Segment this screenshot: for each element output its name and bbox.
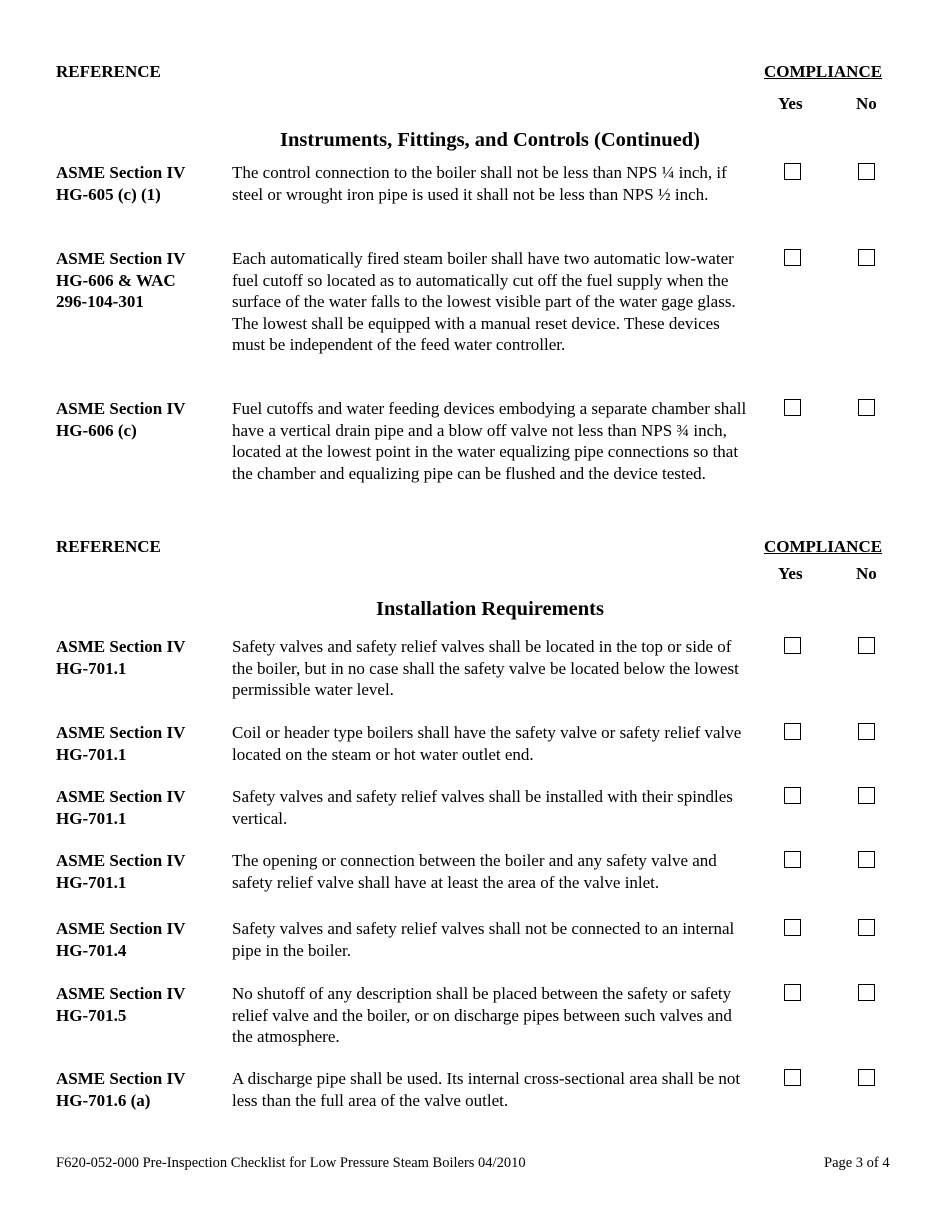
yes-checkbox[interactable] bbox=[784, 399, 801, 416]
yes-checkbox[interactable] bbox=[784, 1069, 801, 1086]
yes-checkbox[interactable] bbox=[784, 163, 801, 180]
row-reference bbox=[56, 636, 224, 679]
no-checkbox[interactable] bbox=[858, 1069, 875, 1086]
reference-line: ASME Section IV bbox=[56, 787, 186, 806]
no-checkbox[interactable] bbox=[858, 919, 875, 936]
row-reference bbox=[56, 722, 224, 765]
reference-line: HG-606 & WAC bbox=[56, 270, 176, 290]
yes-checkbox[interactable] bbox=[784, 851, 801, 868]
row-reference bbox=[56, 1068, 224, 1111]
row-reference bbox=[56, 850, 224, 893]
reference-header: REFERENCE bbox=[56, 537, 161, 556]
no-checkbox[interactable] bbox=[858, 163, 875, 180]
yes-checkbox[interactable] bbox=[784, 787, 801, 804]
yes-column-header: Yes bbox=[778, 564, 803, 583]
compliance-header: COMPLIANCE bbox=[764, 62, 883, 81]
row-reference bbox=[56, 248, 224, 313]
row-reference bbox=[56, 918, 224, 961]
no-checkbox[interactable] bbox=[858, 787, 875, 804]
reference-line: ASME Section IV bbox=[56, 637, 186, 656]
reference-line: ASME Section IV bbox=[56, 1069, 186, 1088]
yes-checkbox[interactable] bbox=[784, 919, 801, 936]
reference-line: ASME Section IV bbox=[56, 984, 186, 1003]
row-requirement-text: Coil or header type boilers shall have the safety valve or safety relief valve located on the steam or hot water outlet end. bbox=[232, 723, 742, 764]
section-title: Instruments, Fittings, and Controls (Continued) bbox=[280, 129, 700, 151]
section-title: Installation Requirements bbox=[376, 598, 604, 620]
footer-form-title: F620-052-000 Pre-Inspection Checklist for Low Pressure Steam Boilers 04/2010 bbox=[56, 1155, 526, 1171]
footer-page-number: Page 3 of 4 bbox=[824, 1155, 890, 1171]
no-column-header: No bbox=[856, 94, 877, 113]
reference-line: HG-701.1 bbox=[56, 744, 127, 764]
row-requirement-text: The control connection to the boiler shall not be less than NPS ¼ inch, if steel or wrought iron pipe is used it shall not be less than NPS ½ inch. bbox=[232, 163, 727, 204]
reference-line: ASME Section IV bbox=[56, 919, 186, 938]
reference-line: ASME Section IV bbox=[56, 249, 186, 268]
row-requirement-text: Each automatically fired steam boiler shall have two automatic low-water fuel cutoff so located as to automatically cut off the fuel supply when the surface of the water falls to the lowest visible part of the water gage glass. The lowest shall be equipped with a manual reset device. These devices must be independent of the feed water controller. bbox=[232, 249, 736, 354]
row-requirement-text: A discharge pipe shall be used. Its internal cross-sectional area shall be not less than the full area of the valve outlet. bbox=[232, 1069, 741, 1110]
reference-line: 296-104-301 bbox=[56, 292, 144, 311]
row-reference bbox=[56, 983, 224, 1026]
no-checkbox[interactable] bbox=[858, 637, 875, 654]
yes-checkbox[interactable] bbox=[784, 723, 801, 740]
no-column-header: No bbox=[856, 564, 877, 583]
reference-line: HG-701.4 bbox=[56, 940, 127, 960]
row-reference bbox=[56, 786, 224, 829]
reference-line: HG-701.1 bbox=[56, 808, 127, 828]
reference-header: REFERENCE bbox=[56, 62, 161, 81]
reference-line: ASME Section IV bbox=[56, 399, 186, 418]
no-checkbox[interactable] bbox=[858, 723, 875, 740]
yes-checkbox[interactable] bbox=[784, 637, 801, 654]
row-requirement-text: The opening or connection between the boiler and any safety valve and safety relief valve shall have at least the area of the valve inlet. bbox=[232, 851, 717, 892]
compliance-header: COMPLIANCE bbox=[764, 537, 883, 556]
row-requirement-text: Safety valves and safety relief valves shall not be connected to an internal pipe in the boiler. bbox=[232, 919, 735, 960]
row-requirement-text: No shutoff of any description shall be placed between the safety or safety relief valve and the boiler, or on discharge pipes between such valves and the atmosphere. bbox=[232, 984, 732, 1046]
reference-line: HG-701.5 bbox=[56, 1005, 127, 1025]
row-requirement-text: Fuel cutoffs and water feeding devices embodying a separate chamber shall have a vertical drain pipe and a blow off valve not less than NPS ¾ inch, located at the lowest point in the water equalizing pipe connections so that the chamber and equalizing pipe can be flushed and the device tested. bbox=[232, 399, 747, 483]
reference-line: HG-606 (c) bbox=[56, 420, 137, 440]
reference-line: HG-701.6 (a) bbox=[56, 1090, 151, 1110]
no-checkbox[interactable] bbox=[858, 851, 875, 868]
row-requirement-text: Safety valves and safety relief valves shall be installed with their spindles vertical. bbox=[232, 787, 733, 828]
row-requirement-text: Safety valves and safety relief valves shall be located in the top or side of the boiler, but in no case shall the safety valve be located below the lowest permissible water level. bbox=[232, 637, 739, 699]
row-reference bbox=[56, 398, 224, 441]
yes-column-header: Yes bbox=[778, 94, 803, 113]
reference-line: HG-701.1 bbox=[56, 872, 127, 892]
no-checkbox[interactable] bbox=[858, 249, 875, 266]
reference-line: ASME Section IV bbox=[56, 163, 186, 182]
reference-line: HG-701.1 bbox=[56, 658, 127, 678]
yes-checkbox[interactable] bbox=[784, 249, 801, 266]
yes-checkbox[interactable] bbox=[784, 984, 801, 1001]
reference-line: ASME Section IV bbox=[56, 851, 186, 870]
row-reference bbox=[56, 162, 224, 205]
no-checkbox[interactable] bbox=[858, 984, 875, 1001]
no-checkbox[interactable] bbox=[858, 399, 875, 416]
reference-line: HG-605 (c) (1) bbox=[56, 184, 161, 204]
reference-line: ASME Section IV bbox=[56, 723, 186, 742]
